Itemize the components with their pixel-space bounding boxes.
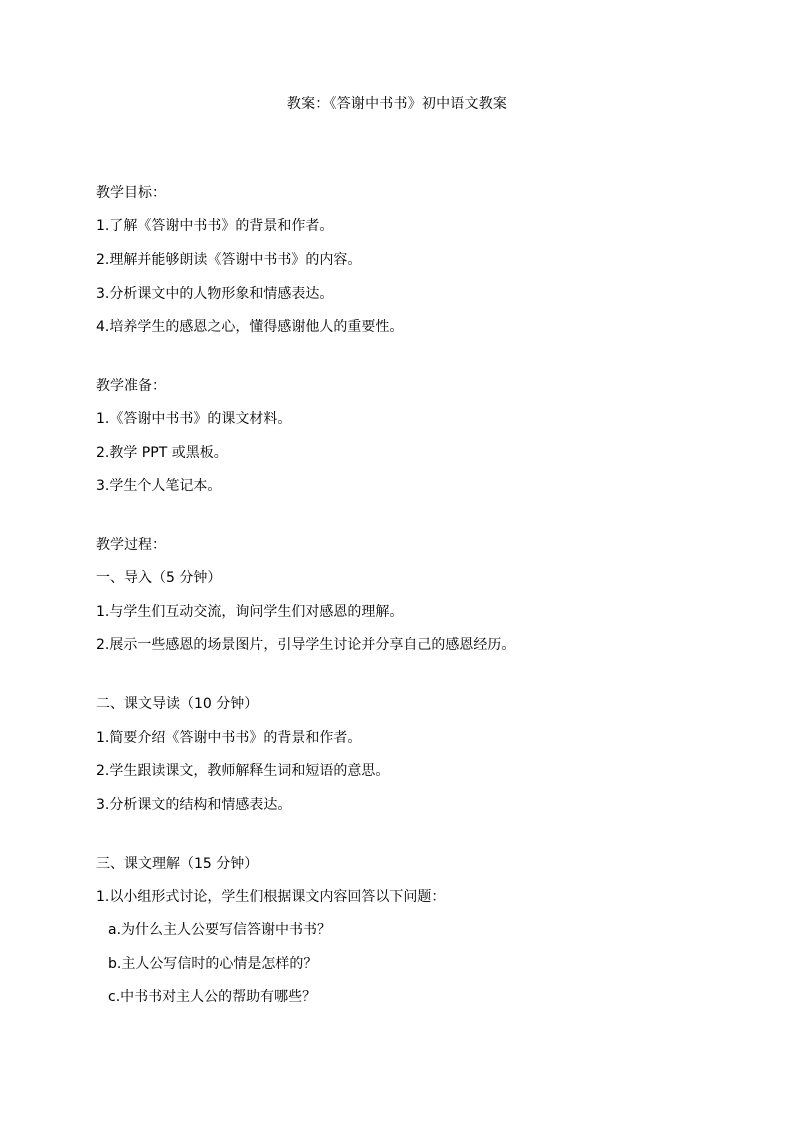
- preparation-item: 1.《答谢中书书》的课文材料。: [96, 411, 292, 427]
- preparation-item: 3.学生个人笔记本。: [96, 478, 222, 494]
- goal-item: 1.了解《答谢中书书》的背景和作者。: [96, 218, 334, 234]
- process-heading: 教学过程：: [96, 537, 166, 553]
- question-item: c.中书书对主人公的帮助有哪些？: [108, 989, 317, 1005]
- section-title: 一、导入（5 分钟）: [96, 570, 222, 586]
- goal-item: 2.理解并能够朗读《答谢中书书》的内容。: [96, 252, 362, 268]
- section-item: 1.简要介绍《答谢中书书》的背景和作者。: [96, 730, 362, 746]
- section-item: 3.分析课文的结构和情感表达。: [96, 797, 292, 813]
- question-item: a.为什么主人公要写信答谢中书书？: [108, 922, 332, 938]
- goal-item: 3.分析课文中的人物形象和情感表达。: [96, 286, 334, 302]
- section-item: 2.展示一些感恩的场景图片，引导学生讨论并分享自己的感恩经历。: [96, 637, 516, 653]
- section-item: 1.与学生们互动交流，询问学生们对感恩的理解。: [96, 604, 404, 620]
- section-item: 2.学生跟读课文，教师解释生词和短语的意思。: [96, 763, 390, 779]
- question-item: b.主人公写信时的心情是怎样的？: [108, 956, 318, 972]
- preparation-heading: 教学准备：: [96, 378, 166, 394]
- preparation-item: 2.教学 PPT 或黑板。: [96, 445, 228, 461]
- section-item: 1.以小组形式讨论，学生们根据课文内容回答以下问题：: [96, 889, 446, 905]
- goals-heading: 教学目标：: [96, 185, 166, 201]
- section-title: 三、课文理解（15 分钟）: [96, 856, 259, 872]
- goal-item: 4.培养学生的感恩之心，懂得感谢他人的重要性。: [96, 319, 404, 335]
- section-title: 二、课文导读（10 分钟）: [96, 696, 259, 712]
- document-title: 教案：《答谢中书书》初中语文教案: [286, 96, 508, 112]
